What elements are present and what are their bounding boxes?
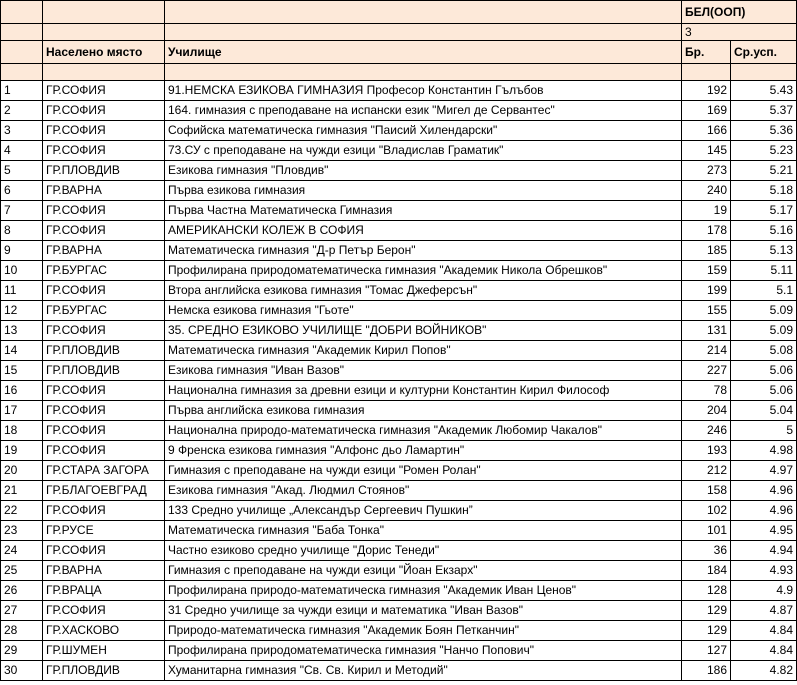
school-cell[interactable]: 31 Средно училище за чужди езици и математика "Иван Вазов" — [165, 601, 682, 621]
count-cell[interactable]: 129 — [682, 601, 731, 621]
place-cell[interactable]: ГР.СТАРА ЗАГОРА — [43, 461, 165, 481]
header-cell[interactable] — [731, 64, 797, 81]
table-row — [1, 661, 797, 681]
count-cell[interactable]: 240 — [682, 181, 731, 201]
average-cell[interactable]: 4.96 — [731, 481, 797, 501]
school-cell[interactable]: Частно езиково средно училище "Дорис Тенеди" — [165, 541, 682, 561]
table-row — [1, 541, 797, 561]
school-cell[interactable]: Национална гимназия за древни езици и културни Константин Кирил Философ — [165, 381, 682, 401]
header-cell[interactable] — [43, 64, 165, 81]
school-cell[interactable]: Профилирана природо-математическа гимназия "Академик Иван Ценов" — [165, 581, 682, 601]
table-row — [1, 561, 797, 581]
school-cell[interactable]: Гимназия с преподаване на чужди езици "Йоан Екзарх" — [165, 561, 682, 581]
average-cell[interactable]: 5.18 — [731, 181, 797, 201]
count-cell[interactable]: 159 — [682, 261, 731, 281]
column-header-avg[interactable]: Ср.усп. — [731, 41, 797, 64]
average-cell[interactable]: 5.37 — [731, 101, 797, 121]
count-cell[interactable]: 227 — [682, 361, 731, 381]
header-row-1 — [1, 1, 797, 24]
table-row — [1, 441, 797, 461]
row-number-cell[interactable]: 5 — [1, 161, 43, 181]
school-cell[interactable]: Втора английска езикова гимназия "Томас Джеферсън" — [165, 281, 682, 301]
header-cell[interactable] — [43, 1, 165, 24]
count-cell[interactable]: 199 — [682, 281, 731, 301]
average-cell[interactable]: 5.06 — [731, 381, 797, 401]
average-cell[interactable]: 5.04 — [731, 401, 797, 421]
average-cell[interactable]: 4.9 — [731, 581, 797, 601]
place-cell[interactable]: ГР.СОФИЯ — [43, 81, 165, 101]
average-cell[interactable]: 4.82 — [731, 661, 797, 681]
place-cell[interactable]: ГР.ХАСКОВО — [43, 621, 165, 641]
average-cell[interactable]: 5.11 — [731, 261, 797, 281]
average-cell[interactable]: 4.84 — [731, 641, 797, 661]
school-cell[interactable]: 91.НЕМСКА ЕЗИКОВА ГИМНАЗИЯ Професор Константин Гълъбов — [165, 81, 682, 101]
average-cell[interactable]: 5.08 — [731, 341, 797, 361]
average-cell[interactable]: 4.95 — [731, 521, 797, 541]
table-row — [1, 261, 797, 281]
header-cell[interactable] — [165, 64, 682, 81]
place-cell[interactable]: ГР.СОФИЯ — [43, 541, 165, 561]
place-cell[interactable]: ГР.СОФИЯ — [43, 101, 165, 121]
average-cell[interactable]: 5.13 — [731, 241, 797, 261]
header-row-2 — [1, 24, 797, 41]
table-row — [1, 581, 797, 601]
table-row — [1, 621, 797, 641]
table-row — [1, 501, 797, 521]
average-cell[interactable]: 5.43 — [731, 81, 797, 101]
table-row — [1, 181, 797, 201]
average-cell[interactable]: 5.1 — [731, 281, 797, 301]
count-cell[interactable]: 101 — [682, 521, 731, 541]
average-cell[interactable]: 5.36 — [731, 121, 797, 141]
place-cell[interactable]: ГР.РУСЕ — [43, 521, 165, 541]
count-cell[interactable]: 193 — [682, 441, 731, 461]
group-header-bel[interactable]: БЕЛ(ООП) — [682, 1, 797, 24]
row-number-cell[interactable]: 12 — [1, 301, 43, 321]
row-number-cell[interactable]: 13 — [1, 321, 43, 341]
school-cell[interactable]: АМЕРИКАНСКИ КОЛЕЖ В СОФИЯ — [165, 221, 682, 241]
row-number-cell[interactable]: 20 — [1, 461, 43, 481]
count-cell[interactable]: 169 — [682, 101, 731, 121]
school-cell[interactable]: Математическа гимназия "Академик Кирил Попов" — [165, 341, 682, 361]
count-cell[interactable]: 36 — [682, 541, 731, 561]
school-cell[interactable]: Национална природо-математическа гимназия "Академик Любомир Чакалов" — [165, 421, 682, 441]
place-cell[interactable]: ГР.ВАРНА — [43, 241, 165, 261]
school-cell[interactable]: 133 Средно училище „Александър Сергеевич Пушкин” — [165, 501, 682, 521]
row-number-cell[interactable]: 25 — [1, 561, 43, 581]
table-row — [1, 321, 797, 341]
average-cell[interactable]: 4.96 — [731, 501, 797, 521]
table-row — [1, 601, 797, 621]
count-cell[interactable]: 102 — [682, 501, 731, 521]
place-cell[interactable]: ГР.БУРГАС — [43, 261, 165, 281]
count-cell[interactable]: 155 — [682, 301, 731, 321]
table-row — [1, 301, 797, 321]
school-cell[interactable]: 73.СУ с преподаване на чужди езици "Владислав Граматик" — [165, 141, 682, 161]
place-cell[interactable]: ГР.ШУМЕН — [43, 641, 165, 661]
row-number-cell[interactable]: 30 — [1, 661, 43, 681]
count-cell[interactable]: 19 — [682, 201, 731, 221]
average-cell[interactable]: 4.93 — [731, 561, 797, 581]
row-number-cell[interactable]: 22 — [1, 501, 43, 521]
table-row — [1, 81, 797, 101]
place-cell[interactable]: ГР.ПЛОВДИВ — [43, 161, 165, 181]
school-cell[interactable]: Профилирана природоматематическа гимназия "Нанчо Попович" — [165, 641, 682, 661]
school-cell[interactable]: Езикова гимназия "Акад. Людмил Стоянов" — [165, 481, 682, 501]
table-row — [1, 461, 797, 481]
row-number-cell[interactable]: 10 — [1, 261, 43, 281]
group-subheader[interactable]: 3 — [682, 24, 797, 41]
table-row — [1, 101, 797, 121]
school-cell[interactable]: Профилирана природоматематическа гимназия "Академик Никола Обрешков" — [165, 261, 682, 281]
row-number-cell[interactable]: 16 — [1, 381, 43, 401]
average-cell[interactable]: 4.97 — [731, 461, 797, 481]
header-cell[interactable] — [165, 24, 682, 41]
average-cell[interactable]: 5.17 — [731, 201, 797, 221]
count-cell[interactable]: 185 — [682, 241, 731, 261]
row-number-cell[interactable]: 8 — [1, 221, 43, 241]
school-cell[interactable]: Езикова гимназия "Пловдив" — [165, 161, 682, 181]
table-row — [1, 161, 797, 181]
count-cell[interactable]: 129 — [682, 621, 731, 641]
row-number-cell[interactable]: 3 — [1, 121, 43, 141]
data-rows — [1, 81, 797, 681]
place-cell[interactable]: ГР.БЛАГОЕВГРАД — [43, 481, 165, 501]
header-cell[interactable] — [1, 1, 43, 24]
count-cell[interactable]: 158 — [682, 481, 731, 501]
column-header-count[interactable]: Бр. — [682, 41, 731, 64]
school-cell[interactable]: Хуманитарна гимназия "Св. Св. Кирил и Методий" — [165, 661, 682, 681]
table-row — [1, 281, 797, 301]
row-number-cell[interactable]: 23 — [1, 521, 43, 541]
count-cell[interactable]: 128 — [682, 581, 731, 601]
place-cell[interactable]: ГР.СОФИЯ — [43, 421, 165, 441]
count-cell[interactable]: 212 — [682, 461, 731, 481]
header-row-4 — [1, 64, 797, 81]
row-number-cell[interactable]: 21 — [1, 481, 43, 501]
table-row — [1, 401, 797, 421]
average-cell[interactable]: 5.06 — [731, 361, 797, 381]
count-cell[interactable]: 178 — [682, 221, 731, 241]
count-cell[interactable]: 166 — [682, 121, 731, 141]
average-cell[interactable]: 4.87 — [731, 601, 797, 621]
header-cell[interactable] — [1, 64, 43, 81]
average-cell[interactable]: 4.84 — [731, 621, 797, 641]
school-cell[interactable]: Немска езикова гимназия "Гьоте" — [165, 301, 682, 321]
count-cell[interactable]: 273 — [682, 161, 731, 181]
place-cell[interactable]: ГР.СОФИЯ — [43, 221, 165, 241]
table-row — [1, 141, 797, 161]
school-cell[interactable]: Математическа гимназия "Д-р Петър Берон" — [165, 241, 682, 261]
table-row — [1, 421, 797, 441]
row-number-cell[interactable]: 4 — [1, 141, 43, 161]
place-cell[interactable]: ГР.ПЛОВДИВ — [43, 341, 165, 361]
average-cell[interactable]: 4.98 — [731, 441, 797, 461]
place-cell[interactable]: ГР.СОФИЯ — [43, 141, 165, 161]
header-cell[interactable] — [1, 24, 43, 41]
count-cell[interactable]: 246 — [682, 421, 731, 441]
table-row — [1, 241, 797, 261]
count-cell[interactable]: 78 — [682, 381, 731, 401]
row-number-cell[interactable]: 18 — [1, 421, 43, 441]
table-row — [1, 201, 797, 221]
count-cell[interactable]: 145 — [682, 141, 731, 161]
column-header-place[interactable]: Населено място — [43, 41, 165, 64]
header-cell[interactable] — [682, 64, 731, 81]
header-cell[interactable] — [165, 1, 682, 24]
average-cell[interactable]: 4.94 — [731, 541, 797, 561]
average-cell[interactable]: 5.09 — [731, 301, 797, 321]
header-row-3 — [1, 41, 797, 64]
school-cell[interactable]: Първа Частна Математическа Гимназия — [165, 201, 682, 221]
average-cell[interactable]: 5.16 — [731, 221, 797, 241]
column-header-school[interactable]: Училище — [165, 41, 682, 64]
school-cell[interactable]: 164. гимназия с преподаване на испански език "Мигел де Сервантес" — [165, 101, 682, 121]
row-number-cell[interactable]: 11 — [1, 281, 43, 301]
school-cell[interactable]: Природо-математическа гимназия "Академик Боян Петканчин" — [165, 621, 682, 641]
row-number-cell[interactable]: 26 — [1, 581, 43, 601]
table-row — [1, 641, 797, 661]
school-cell[interactable]: Езикова гимназия "Иван Вазов" — [165, 361, 682, 381]
table-row — [1, 521, 797, 541]
place-cell[interactable]: ГР.СОФИЯ — [43, 201, 165, 221]
school-cell[interactable]: Математическа гимназия "Баба Тонка" — [165, 521, 682, 541]
row-number-cell[interactable]: 7 — [1, 201, 43, 221]
place-cell[interactable]: ГР.ВАРНА — [43, 181, 165, 201]
count-cell[interactable]: 204 — [682, 401, 731, 421]
school-cell[interactable]: 35. СРЕДНО ЕЗИКОВО УЧИЛИЩЕ "ДОБРИ ВОЙНИКОВ" — [165, 321, 682, 341]
count-cell[interactable]: 131 — [682, 321, 731, 341]
place-cell[interactable]: ГР.ПЛОВДИВ — [43, 661, 165, 681]
school-cell[interactable]: Софийска математическа гимназия "Паисий Хилендарски" — [165, 121, 682, 141]
average-cell[interactable]: 5.23 — [731, 141, 797, 161]
row-number-cell[interactable]: 17 — [1, 401, 43, 421]
place-cell[interactable]: ГР.СОФИЯ — [43, 281, 165, 301]
table-row — [1, 361, 797, 381]
count-cell[interactable]: 184 — [682, 561, 731, 581]
table-row — [1, 381, 797, 401]
row-number-cell[interactable]: 9 — [1, 241, 43, 261]
school-cell[interactable]: Първа английска езикова гимназия — [165, 401, 682, 421]
place-cell[interactable]: ГР.СОФИЯ — [43, 501, 165, 521]
row-number-cell[interactable]: 1 — [1, 81, 43, 101]
place-cell[interactable]: ГР.ПЛОВДИВ — [43, 361, 165, 381]
place-cell[interactable]: ГР.СОФИЯ — [43, 321, 165, 341]
place-cell[interactable]: ГР.СОФИЯ — [43, 401, 165, 421]
place-cell[interactable]: ГР.СОФИЯ — [43, 121, 165, 141]
table-row — [1, 121, 797, 141]
count-cell[interactable]: 214 — [682, 341, 731, 361]
row-number-cell[interactable]: 19 — [1, 441, 43, 461]
row-number-cell[interactable]: 27 — [1, 601, 43, 621]
school-cell[interactable]: 9 Френска езикова гимназия "Алфонс дьо Ламартин" — [165, 441, 682, 461]
table-row — [1, 341, 797, 361]
row-number-cell[interactable]: 14 — [1, 341, 43, 361]
place-cell[interactable]: ГР.ВРАЦА — [43, 581, 165, 601]
row-number-cell[interactable]: 24 — [1, 541, 43, 561]
header-cell[interactable] — [43, 24, 165, 41]
place-cell[interactable]: ГР.СОФИЯ — [43, 441, 165, 461]
header-cell[interactable] — [1, 41, 43, 64]
row-number-cell[interactable]: 28 — [1, 621, 43, 641]
place-cell[interactable]: ГР.СОФИЯ — [43, 601, 165, 621]
count-cell[interactable]: 192 — [682, 81, 731, 101]
table-row — [1, 481, 797, 501]
school-cell[interactable]: Гимназия с преподаване на чужди езици "Ромен Ролан" — [165, 461, 682, 481]
row-number-cell[interactable]: 15 — [1, 361, 43, 381]
average-cell[interactable]: 5.09 — [731, 321, 797, 341]
row-number-cell[interactable]: 2 — [1, 101, 43, 121]
table-row — [1, 221, 797, 241]
school-cell[interactable]: Първа езикова гимназия — [165, 181, 682, 201]
place-cell[interactable]: ГР.СОФИЯ — [43, 381, 165, 401]
average-cell[interactable]: 5 — [731, 421, 797, 441]
place-cell[interactable]: ГР.ВАРНА — [43, 561, 165, 581]
place-cell[interactable]: ГР.БУРГАС — [43, 301, 165, 321]
count-cell[interactable]: 186 — [682, 661, 731, 681]
count-cell[interactable]: 127 — [682, 641, 731, 661]
row-number-cell[interactable]: 29 — [1, 641, 43, 661]
row-number-cell[interactable]: 6 — [1, 181, 43, 201]
average-cell[interactable]: 5.21 — [731, 161, 797, 181]
